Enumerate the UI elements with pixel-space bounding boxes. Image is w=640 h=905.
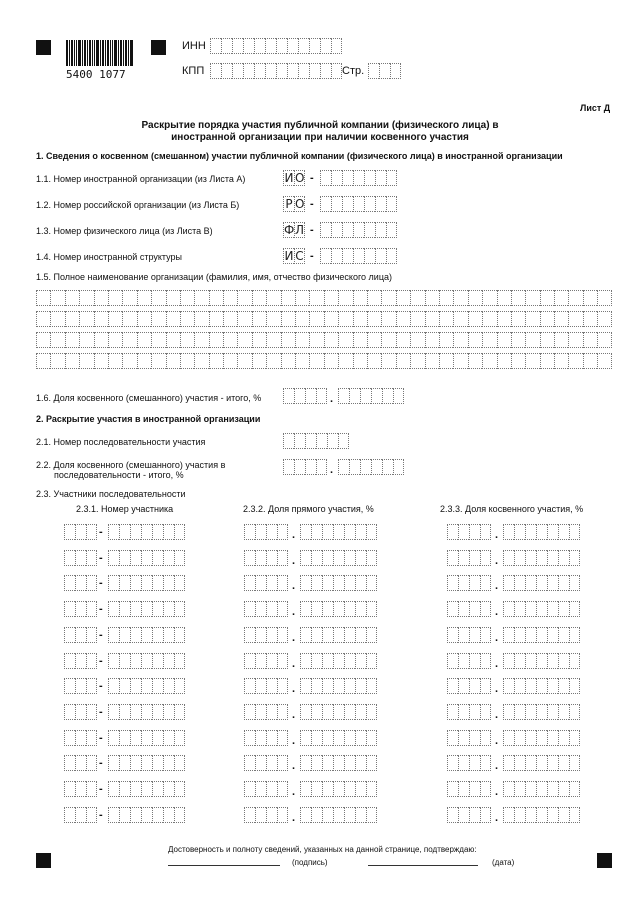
kpp-label: КПП: [182, 65, 205, 77]
corner-marker-top-center: [151, 40, 166, 55]
indirect-share-int-field[interactable]: [447, 653, 491, 669]
confirmation-text: Достоверность и полноту сведений, указанных на данной странице, подтверждаю:: [168, 845, 477, 854]
barcode-number: 5400 1077: [66, 68, 126, 81]
direct-share-frac-field[interactable]: [300, 627, 377, 643]
signature-line[interactable]: [168, 865, 280, 866]
direct-share-int-field[interactable]: [244, 781, 288, 797]
signature-caption: (подпись): [292, 858, 328, 867]
form-title-line-1: Раскрытие порядка участия публичной компании (физического лица) в: [141, 120, 499, 131]
indirect-share-int-field[interactable]: [447, 627, 491, 643]
name-grid-row[interactable]: [36, 332, 612, 348]
participant-number-prefix-field[interactable]: [64, 601, 97, 617]
row-2-2-share-int-field[interactable]: [283, 459, 327, 475]
direct-share-frac-field[interactable]: [300, 575, 377, 591]
indirect-share-frac-field[interactable]: [503, 730, 580, 746]
direct-share-frac-field[interactable]: [300, 781, 377, 797]
participant-number-prefix-field[interactable]: [64, 678, 97, 694]
indirect-share-int-field[interactable]: [447, 524, 491, 540]
row-1-3-label: 1.3. Номер физического лица (из Листа В): [36, 226, 213, 236]
name-grid-row[interactable]: [36, 311, 612, 327]
indirect-share-int-field[interactable]: [447, 704, 491, 720]
indirect-share-frac-field[interactable]: [503, 678, 580, 694]
participant-number-field[interactable]: [108, 627, 185, 643]
indirect-share-frac-field[interactable]: [503, 524, 580, 540]
form-title-line-2: иностранной организации при наличии косвенного участия: [171, 132, 469, 143]
row-2-1-label: 2.1. Номер последовательности участия: [36, 437, 206, 447]
direct-share-int-field[interactable]: [244, 704, 288, 720]
inn-label: ИНН: [182, 40, 206, 52]
direct-share-frac-field[interactable]: [300, 550, 377, 566]
direct-share-frac-field[interactable]: [300, 704, 377, 720]
participant-number-prefix-field[interactable]: [64, 550, 97, 566]
participant-number-field[interactable]: [108, 550, 185, 566]
indirect-share-frac-field[interactable]: [503, 755, 580, 771]
row-1-4-prefix: И С: [284, 249, 304, 263]
indirect-share-int-field[interactable]: [447, 730, 491, 746]
corner-marker-bottom-right: [597, 853, 612, 868]
barcode: [66, 40, 136, 66]
row-1-3-number-field[interactable]: [320, 222, 397, 238]
column-participant-number-header: 2.3.1. Номер участника: [76, 504, 174, 514]
direct-share-frac-field[interactable]: [300, 730, 377, 746]
participant-number-field[interactable]: [108, 601, 185, 617]
date-caption: (дата): [492, 858, 515, 867]
indirect-share-int-field[interactable]: [447, 601, 491, 617]
participant-number-field[interactable]: [108, 704, 185, 720]
direct-share-int-field[interactable]: [244, 601, 288, 617]
indirect-share-frac-field[interactable]: [503, 575, 580, 591]
row-1-6-label: 1.6. Доля косвенного (смешанного) участия - итого, %: [36, 393, 262, 403]
participant-number-field[interactable]: [108, 575, 185, 591]
participant-number-prefix-field[interactable]: [64, 730, 97, 746]
direct-share-int-field[interactable]: [244, 550, 288, 566]
row-2-2-share-frac-field[interactable]: [338, 459, 404, 475]
date-line[interactable]: [368, 865, 478, 866]
indirect-share-int-field[interactable]: [447, 678, 491, 694]
indirect-share-frac-field[interactable]: [503, 601, 580, 617]
indirect-share-frac-field[interactable]: [503, 807, 580, 823]
row-2-3-label: 2.3. Участники последовательности: [36, 489, 186, 499]
row-2-2-label-line-2: последовательности - итого, %: [54, 470, 184, 480]
direct-share-int-field[interactable]: [244, 575, 288, 591]
row-1-6-share-frac-field[interactable]: [338, 388, 404, 404]
column-direct-share-header: 2.3.2. Доля прямого участия, %: [243, 504, 374, 514]
participant-number-prefix-field[interactable]: [64, 627, 97, 643]
sheet-label: Лист Д: [580, 103, 611, 113]
name-grid-row[interactable]: [36, 290, 612, 306]
participant-number-prefix-field[interactable]: [64, 807, 97, 823]
row-1-3-prefix: Ф Л: [284, 223, 305, 237]
direct-share-frac-field[interactable]: [300, 807, 377, 823]
row-1-5-label: 1.5. Полное наименование организации (фамилия, имя, отчество физического лица): [36, 272, 392, 282]
indirect-share-frac-field[interactable]: [503, 781, 580, 797]
row-1-2-label: 1.2. Номер российской организации (из Листа Б): [36, 200, 240, 210]
direct-share-int-field[interactable]: [244, 807, 288, 823]
participant-number-field[interactable]: [108, 781, 185, 797]
participant-number-prefix-field[interactable]: [64, 575, 97, 591]
row-1-2-prefix: Р О: [283, 196, 305, 212]
row-1-2-number-field[interactable]: [320, 196, 397, 212]
indirect-share-int-field[interactable]: [447, 755, 491, 771]
indirect-share-int-field[interactable]: [447, 550, 491, 566]
participant-number-prefix-field[interactable]: [64, 755, 97, 771]
participant-number-prefix-field[interactable]: [64, 653, 97, 669]
direct-share-int-field[interactable]: [244, 730, 288, 746]
indirect-share-int-field[interactable]: [447, 807, 491, 823]
participant-number-prefix-field[interactable]: [64, 781, 97, 797]
row-2-1-sequence-field[interactable]: [283, 433, 349, 449]
row-1-1-label: 1.1. Номер иностранной организации (из Листа А): [36, 174, 246, 184]
indirect-share-frac-field[interactable]: [503, 627, 580, 643]
row-1-6-share-int-field[interactable]: [283, 388, 327, 404]
page-number-field[interactable]: [368, 63, 401, 79]
section-2-heading: 2. Раскрытие участия в иностранной организации: [36, 414, 261, 424]
participant-number-field[interactable]: [108, 755, 185, 771]
direct-share-frac-field[interactable]: [300, 524, 377, 540]
direct-share-frac-field[interactable]: [300, 653, 377, 669]
row-1-1-number-field[interactable]: [320, 170, 397, 186]
page-label: Стр.: [342, 65, 365, 77]
participant-number-field[interactable]: [108, 678, 185, 694]
row-1-4-number-field[interactable]: [320, 248, 397, 264]
direct-share-frac-field[interactable]: [300, 601, 377, 617]
participant-number-field[interactable]: [108, 730, 185, 746]
row-1-1-prefix: И О: [284, 171, 305, 185]
direct-share-int-field[interactable]: [244, 755, 288, 771]
indirect-share-int-field[interactable]: [447, 781, 491, 797]
participant-number-field[interactable]: [108, 653, 185, 669]
participant-number-field[interactable]: [108, 807, 185, 823]
indirect-share-frac-field[interactable]: [503, 653, 580, 669]
corner-marker-top-left: [36, 40, 51, 55]
row-1-4-label: 1.4. Номер иностранной структуры: [36, 252, 182, 262]
direct-share-int-field[interactable]: [244, 627, 288, 643]
column-indirect-share-header: 2.3.3. Доля косвенного участия, %: [440, 504, 584, 514]
indirect-share-int-field[interactable]: [447, 575, 491, 591]
indirect-share-frac-field[interactable]: [503, 704, 580, 720]
direct-share-int-field[interactable]: [244, 653, 288, 669]
participant-number-prefix-field[interactable]: [64, 524, 97, 540]
kpp-field[interactable]: [210, 63, 342, 79]
direct-share-int-field[interactable]: [244, 678, 288, 694]
indirect-share-frac-field[interactable]: [503, 550, 580, 566]
corner-marker-bottom-left: [36, 853, 51, 868]
row-2-2-label-line-1: 2.2. Доля косвенного (смешанного) участия в: [36, 460, 226, 470]
name-grid-row[interactable]: [36, 353, 612, 369]
section-1-heading: 1. Сведения о косвенном (смешанном) участии публичной компании (физического лица) в иностранной организации: [36, 151, 563, 161]
direct-share-frac-field[interactable]: [300, 755, 377, 771]
participant-number-prefix-field[interactable]: [64, 704, 97, 720]
participant-number-field[interactable]: [108, 524, 185, 540]
direct-share-int-field[interactable]: [244, 524, 288, 540]
direct-share-frac-field[interactable]: [300, 678, 377, 694]
inn-field[interactable]: [210, 38, 342, 54]
